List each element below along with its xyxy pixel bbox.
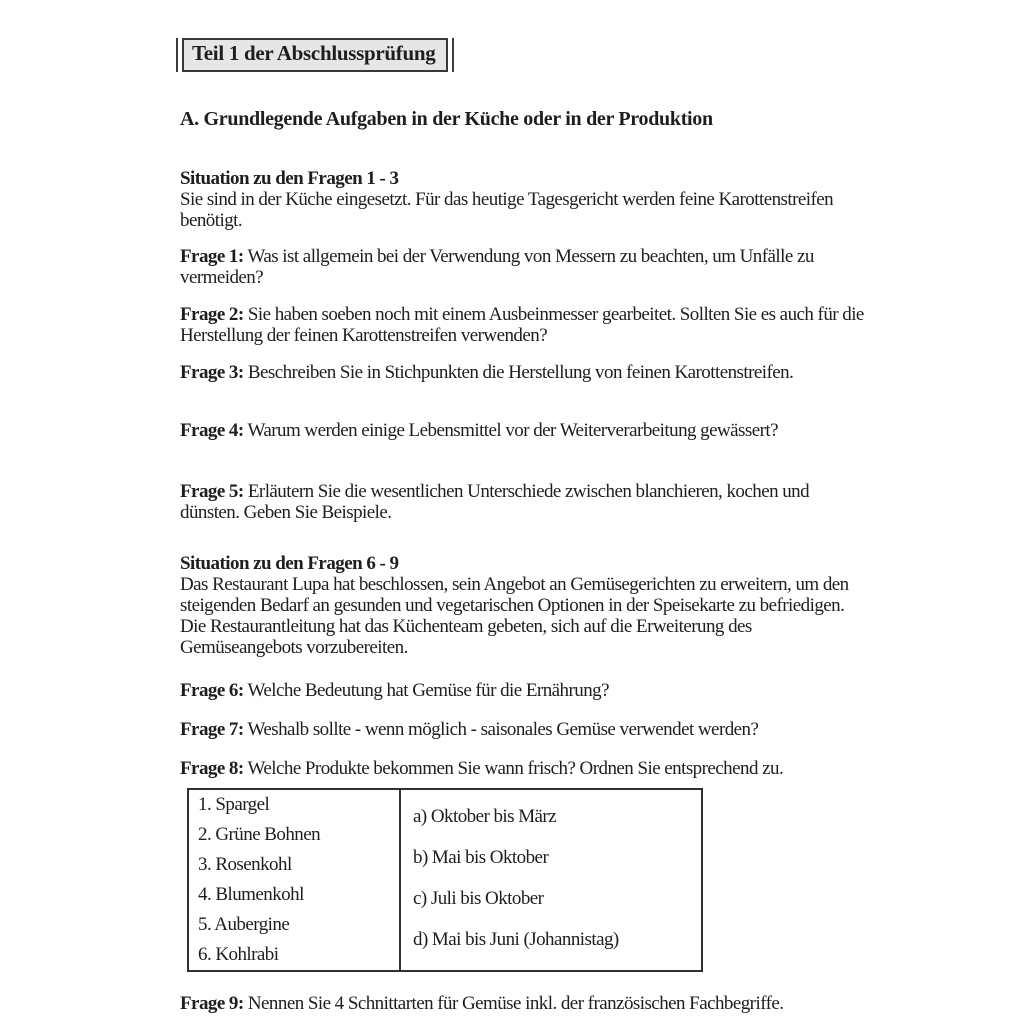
product-item: 4. Blumenkohl — [198, 884, 304, 905]
exam-part-title: Teil 1 der Abschlussprüfung — [182, 38, 448, 72]
frage-8-text: Welche Produkte bekommen Sie wann frisch? Ordnen Sie entsprechend zu. — [247, 758, 784, 779]
frage-5-text: Erläutern Sie die wesentlichen Unterschiede zwischen blanchieren, kochen und — [247, 481, 810, 502]
frage-6 — [180, 680, 609, 701]
frage-5 — [180, 481, 809, 523]
frage-4 — [180, 420, 778, 441]
frage-1-text: Was ist allgemein bei der Verwendung von Messern zu beachten, um Unfälle zu — [247, 246, 814, 267]
season-item: c) Juli bis Oktober — [413, 888, 544, 909]
frage-6-text: Welche Bedeutung hat Gemüse für die Ernährung? — [247, 680, 609, 701]
product-item: 1. Spargel — [198, 794, 270, 815]
frage-4-text: Warum werden einige Lebensmittel vor der Weiterverarbeitung gewässert? — [247, 420, 779, 441]
situation-6-9-text-line: Das Restaurant Lupa hat beschlossen, sein Angebot an Gemüsegerichten zu erweitern, um den — [180, 574, 849, 595]
season-item: d) Mai bis Juni (Johannistag) — [413, 929, 619, 950]
frage-9 — [180, 993, 784, 1014]
situation-6-9-heading: Situation zu den Fragen 6 - 9 — [180, 553, 399, 574]
product-item: 5. Aubergine — [198, 914, 290, 935]
frage-4-label: Frage 4: — [180, 420, 244, 441]
product-item: 3. Rosenkohl — [198, 854, 292, 875]
frage-9-label: Frage 9: — [180, 993, 244, 1014]
frage-1-label: Frage 1: — [180, 246, 244, 267]
product-column — [189, 790, 401, 970]
situation-1-3-heading: Situation zu den Fragen 1 - 3 — [180, 168, 399, 189]
situation-1-3-text-line: Sie sind in der Küche eingesetzt. Für das heutige Tagesgericht werden feine Karottenstreifen — [180, 189, 834, 210]
situation-1-3 — [180, 168, 833, 231]
frage-1-text-line: vermeiden? — [180, 267, 264, 288]
product-item: 2. Grüne Bohnen — [198, 824, 321, 845]
frage-2-text: Sie haben soeben noch mit einem Ausbeinmesser gearbeitet. Sollten Sie es auch für die — [247, 304, 864, 325]
matching-table — [187, 788, 703, 972]
frage-9-text: Nennen Sie 4 Schnittarten für Gemüse inkl. der französischen Fachbegriffe. — [247, 993, 784, 1014]
situation-1-3-text-line: benötigt. — [180, 210, 243, 231]
frage-3-text: Beschreiben Sie in Stichpunkten die Herstellung von feinen Karottenstreifen. — [247, 362, 794, 383]
exam-part-title-box — [176, 38, 454, 72]
frage-7 — [180, 719, 758, 740]
frage-6-label: Frage 6: — [180, 680, 244, 701]
situation-6-9 — [180, 553, 849, 658]
frage-7-text: Weshalb sollte - wenn möglich - saisonales Gemüse verwendet werden? — [247, 719, 759, 740]
situation-6-9-text-line: Die Restaurantleitung hat das Küchenteam gebeten, sich auf die Erweiterung des — [180, 616, 752, 637]
frage-3 — [180, 362, 793, 383]
frage-5-text-line: dünsten. Geben Sie Beispiele. — [180, 502, 392, 523]
season-item: a) Oktober bis März — [413, 806, 557, 827]
frage-3-label: Frage 3: — [180, 362, 244, 383]
product-item: 6. Kohlrabi — [198, 944, 279, 965]
frage-7-label: Frage 7: — [180, 719, 244, 740]
frage-2 — [180, 304, 864, 346]
situation-6-9-text-line: steigenden Bedarf an gesunden und vegetarischen Optionen in der Speisekarte zu befriedigen. — [180, 595, 845, 616]
season-column — [401, 790, 701, 970]
frage-8 — [180, 758, 783, 779]
frage-2-text-line: Herstellung der feinen Karottenstreifen verwenden? — [180, 325, 548, 346]
frage-5-label: Frage 5: — [180, 481, 244, 502]
frage-8-label: Frage 8: — [180, 758, 244, 779]
season-item: b) Mai bis Oktober — [413, 847, 549, 868]
section-heading: A. Grundlegende Aufgaben in der Küche oder in der Produktion — [180, 108, 713, 130]
situation-6-9-text-line: Gemüseangebots vorzubereiten. — [180, 637, 408, 658]
frage-2-label: Frage 2: — [180, 304, 244, 325]
frage-1 — [180, 246, 814, 288]
